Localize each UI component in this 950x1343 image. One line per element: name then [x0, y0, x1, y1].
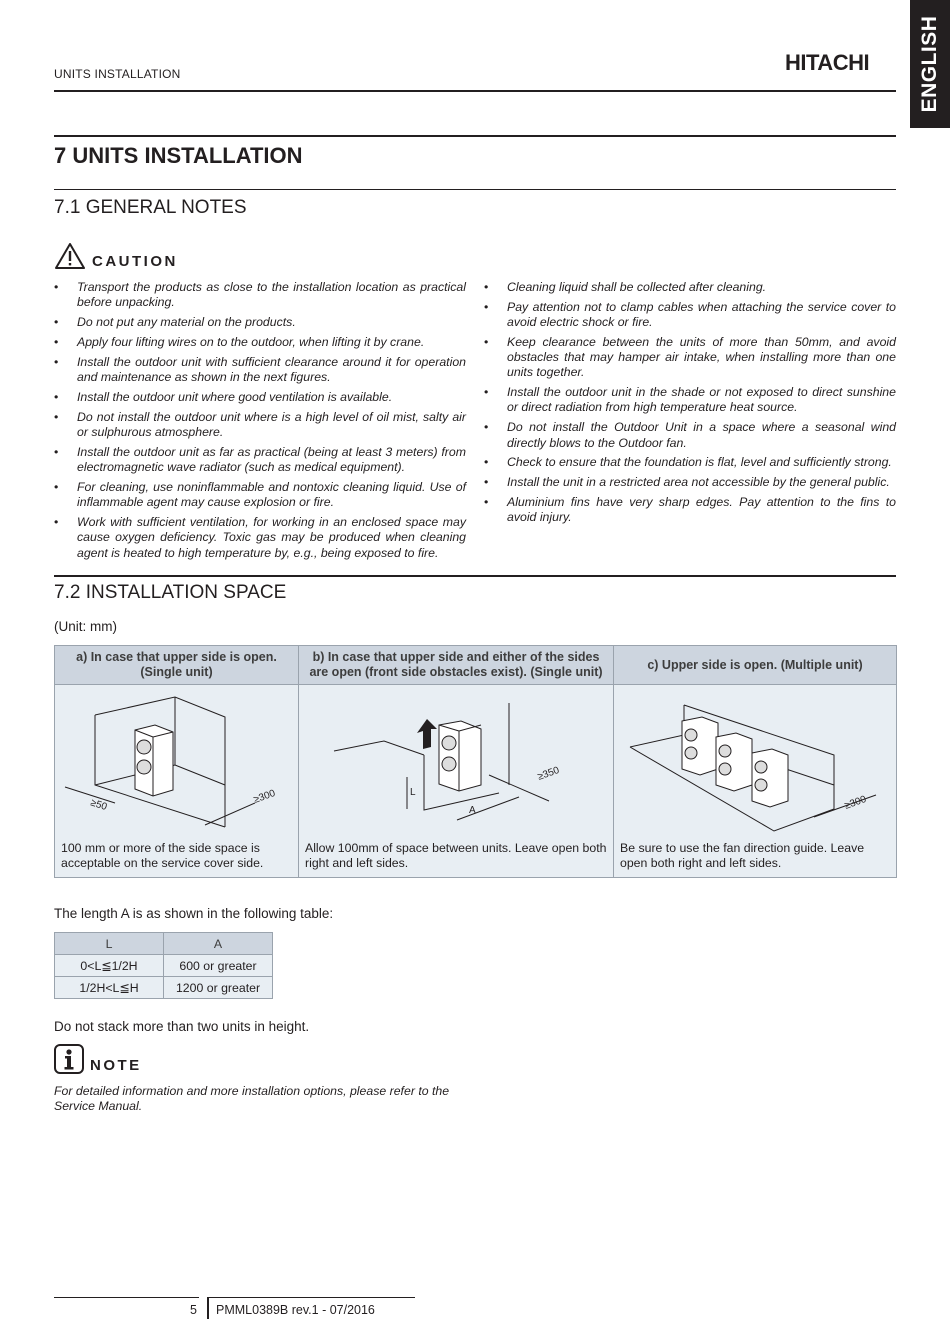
length-table	[54, 932, 273, 999]
footer-divider	[207, 1297, 209, 1319]
dim-label: ≥50	[89, 797, 109, 813]
language-tab	[910, 0, 950, 128]
caution-list-left	[54, 280, 466, 565]
outdoor-unit-icon	[682, 717, 718, 775]
case-c-diagram	[614, 685, 897, 840]
table-row	[55, 977, 273, 999]
section-title-installation-space: 7.2 INSTALLATION SPACE	[54, 582, 287, 603]
list-item: • Aluminium fins have very sharp edges. Pay attention to the fins to avoid injury.	[484, 495, 896, 525]
list-item: • Install the outdoor unit as far as practical (being at least 3 meters) from electromagnetic wave radiator (such as medical equipment).	[54, 445, 466, 475]
case-a-diagram	[55, 685, 299, 840]
hitachi-logo: HITACHI	[785, 50, 870, 75]
section-title-general-notes: 7.1 GENERAL NOTES	[54, 197, 247, 218]
list-item: • Cleaning liquid shall be collected after cleaning.	[484, 280, 896, 295]
list-item: • Install the outdoor unit in the shade or not exposed to direct sunshine or direct radiation from high temperature heat source.	[484, 385, 896, 415]
dim-label: ≥300	[843, 793, 868, 812]
dim-label: A	[469, 805, 476, 816]
table-cell: 1/2H<L≦H	[55, 977, 164, 999]
header-rule	[54, 90, 896, 92]
info-icon	[54, 1044, 84, 1074]
list-item: • Do not put any material on the products.	[54, 315, 466, 330]
case-b-diagram	[299, 685, 614, 840]
table-cell: 0<L≦1/2H	[55, 955, 164, 977]
airflow-arrow-icon	[417, 719, 437, 749]
caution-heading	[54, 242, 178, 270]
case-c-header: c) Upper side is open. (Multiple unit)	[614, 646, 897, 685]
chapter-rule	[54, 135, 896, 137]
footer-rule-right	[207, 1297, 415, 1298]
list-item: • Transport the products as close to the installation location as practical before unpacking.	[54, 280, 466, 310]
note-heading	[54, 1044, 142, 1074]
dim-label: ≥300	[252, 787, 277, 806]
list-item: • Work with sufficient ventilation, for working in an enclosed space may cause oxygen deficiency. Toxic gas may be produced when cleaning agent is heated to high temperature by, e.g., being exposed to fire.	[54, 515, 466, 561]
outdoor-unit-icon	[135, 725, 173, 796]
table-header: A	[164, 933, 273, 955]
list-item: • Install the outdoor unit with sufficient clearance around it for operation and maintenance as shown in the next figures.	[54, 355, 466, 385]
chapter-title: 7 UNITS INSTALLATION	[54, 143, 303, 168]
outdoor-unit-icon	[439, 721, 481, 791]
list-item: • Do not install the outdoor unit where is a high level of oil mist, salty air or sulphurous atmosphere.	[54, 410, 466, 440]
list-item: • Install the unit in a restricted area not accessible by the general public.	[484, 475, 896, 490]
caution-label: CAUTION	[92, 252, 178, 270]
document-reference: PMML0389B rev.1 - 07/2016	[216, 1303, 375, 1317]
section-rule-general	[54, 189, 896, 190]
caution-list-right	[484, 280, 896, 530]
table-row	[55, 955, 273, 977]
outdoor-unit-icon	[752, 749, 788, 807]
page-number: 5	[190, 1303, 197, 1317]
warning-triangle-icon	[54, 242, 86, 270]
table-header: L	[55, 933, 164, 955]
list-item: • Check to ensure that the foundation is flat, level and sufficiently strong.	[484, 455, 896, 470]
unit-note: (Unit: mm)	[54, 619, 117, 634]
case-c-caption: Be sure to use the fan direction guide. Leave open both right and left sides.	[614, 839, 897, 878]
language-tab-label: ENGLISH	[918, 15, 941, 113]
list-item: • Do not install the Outdoor Unit in a space where a seasonal wind directly blows to the Outdoor fan.	[484, 420, 896, 450]
length-intro: The length A is as shown in the following table:	[54, 906, 334, 921]
dim-label: ≥350	[536, 764, 561, 783]
list-item: • For cleaning, use noninflammable and nontoxic cleaning liquid. Use of inflammable agent may cause explosion or fire.	[54, 480, 466, 510]
note-label: NOTE	[90, 1057, 142, 1074]
table-cell: 1200 or greater	[164, 977, 273, 999]
dim-label: L	[410, 787, 416, 798]
case-a-header: a) In case that upper side is open. (Single unit)	[55, 646, 299, 685]
case-a-caption: 100 mm or more of the side space is acceptable on the service cover side.	[55, 839, 299, 878]
list-item: • Apply four lifting wires on to the outdoor, when lifting it by crane.	[54, 335, 466, 350]
stack-note: Do not stack more than two units in height.	[54, 1019, 310, 1034]
section-rule-space	[54, 575, 896, 577]
installation-space-table	[54, 645, 897, 878]
footer-rule-left	[54, 1297, 199, 1298]
list-item: • Pay attention not to clamp cables when attaching the service cover to avoid electric shock or fire.	[484, 300, 896, 330]
outdoor-unit-icon	[716, 733, 752, 791]
header-section-label: UNITS INSTALLATION	[54, 67, 181, 81]
note-text: For detailed information and more installation options, please refer to the Service Manual.	[54, 1084, 450, 1114]
list-item: • Install the outdoor unit where good ventilation is available.	[54, 390, 466, 405]
case-b-header: b) In case that upper side and either of the sides are open (front side obstacles exist). (Single unit)	[299, 646, 614, 685]
table-cell: 600 or greater	[164, 955, 273, 977]
list-item: • Keep clearance between the units of more than 50mm, and avoid obstacles that may hamper air intake, when installing more than one units together.	[484, 335, 896, 381]
case-b-caption: Allow 100mm of space between units. Leave open both right and left sides.	[299, 839, 614, 878]
